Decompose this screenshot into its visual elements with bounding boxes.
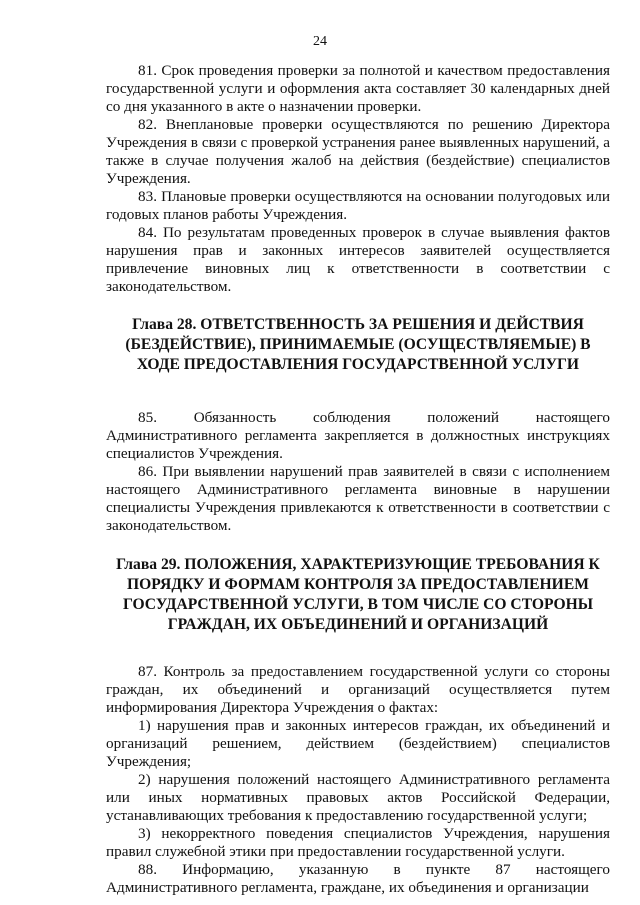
paragraph-83: 83. Плановые проверки осуществляются на основании полугодовых или годовых планов работы Учреждения. xyxy=(106,188,610,223)
list-item-1: 1) нарушения прав и законных интересов граждан, их объединений и организаций решением, действием (бездействием) специалистов Учреждения; xyxy=(106,717,610,770)
paragraph-85: 85. Обязанность соблюдения положений настоящего Административного регламента закрепляется в должностных инструкциях специалистов Учреждения. xyxy=(106,409,610,462)
list-item-2: 2) нарушения положений настоящего Административного регламента или иных нормативных правовых актов Российской Федерации, устанавливающих требования к предоставлению государственной услуги; xyxy=(106,771,610,824)
paragraph-82: 82. Внеплановые проверки осуществляются по решению Директора Учреждения в связи с проверкой устранения ранее выявленных нарушений, а также в случае получения жалоб на действия (бездействие) специалистов Учреждения. xyxy=(106,116,610,187)
paragraph-81: 81. Срок проведения проверки за полнотой и качеством предоставления государственной услуги и оформления акта составляет 30 календарных дней со дня указанного в акте о назначении проверки. xyxy=(106,62,610,115)
chapter-28-heading: Глава 28. ОТВЕТСТВЕННОСТЬ ЗА РЕШЕНИЯ И ДЕЙСТВИЯ (БЕЗДЕЙСТВИЕ), ПРИНИМАЕМЫЕ (ОСУЩЕСТВЛЯЕМЫЕ) В ХОДЕ ПРЕДОСТАВЛЕНИЯ ГОСУДАРСТВЕННОЙ УСЛУГИ xyxy=(125,316,591,373)
chapter-29-heading: Глава 29. ПОЛОЖЕНИЯ, ХАРАКТЕРИЗУЮЩИЕ ТРЕБОВАНИЯ К ПОРЯДКУ И ФОРМАМ КОНТРОЛЯ ЗА ПРЕДОСТАВЛЕНИЕМ ГОСУДАРСТВЕННОЙ УСЛУГИ, В ТОМ ЧИСЛЕ СО СТОРОНЫ ГРАЖДАН, ИХ ОБЪЕДИНЕНИЙ И ОРГАНИЗАЦИЙ xyxy=(116,556,600,633)
paragraph-86: 86. При выявлении нарушений прав заявителей в связи с исполнением настоящего Административного регламента виновные в нарушении специалисты Учреждения привлекаются к ответственности в соответствии с законодательством. xyxy=(106,463,610,534)
paragraph-87: 87. Контроль за предоставлением государственной услуги со стороны граждан, их объединений и организаций осуществляется путем информирования Директора Учреждения о фактах: xyxy=(106,663,610,716)
paragraph-88: 88. Информацию, указанную в пункте 87 настоящего Административного регламента, граждане, их объединения и организации xyxy=(106,861,610,896)
paragraph-84: 84. По результатам проведенных проверок в случае выявления фактов нарушения прав и законных интересов заявителей осуществляется привлечение виновных лиц к ответственности в соответствии с законодательством. xyxy=(106,224,610,295)
page-number: 24 xyxy=(313,34,327,49)
document-body xyxy=(106,62,610,897)
list-item-3: 3) некорректного поведения специалистов Учреждения, нарушения правил служебной этики при предоставлении государственной услуги. xyxy=(106,825,610,860)
